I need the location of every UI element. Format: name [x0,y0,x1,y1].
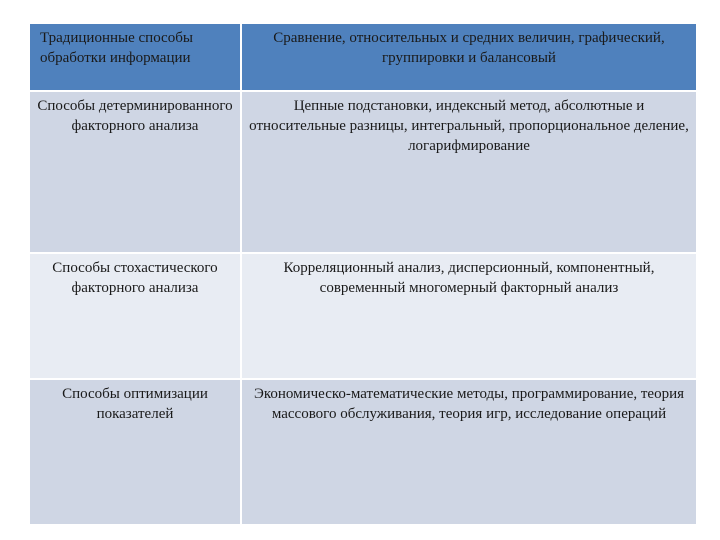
row-label-cell: Способы оптимизации показателей [30,380,240,524]
row-value-cell: Цепные подстановки, индексный метод, абсолютные и относительные разницы, интегральный, пропорциональное деление, логарифмирование [242,92,696,252]
row-label-cell: Способы детерминированного факторного анализа [30,92,240,252]
table-row [30,380,696,524]
row-label-cell: Способы стохастического факторного анализа [30,254,240,378]
table-header-row [30,24,696,90]
header-cell-right: Сравнение, относительных и средних величин, графический, группировки и балансовый [242,24,696,90]
row-value-cell: Корреляционный анализ, дисперсионный, компонентный, современный многомерный факторный анализ [242,254,696,378]
table-row [30,92,696,252]
header-cell-left: Традиционные способы обработки информации [30,24,240,90]
methods-table [28,22,698,526]
table-row [30,254,696,378]
row-value-cell: Экономическо-математические методы, программирование, теория массового обслуживания, теория игр, исследование операций [242,380,696,524]
